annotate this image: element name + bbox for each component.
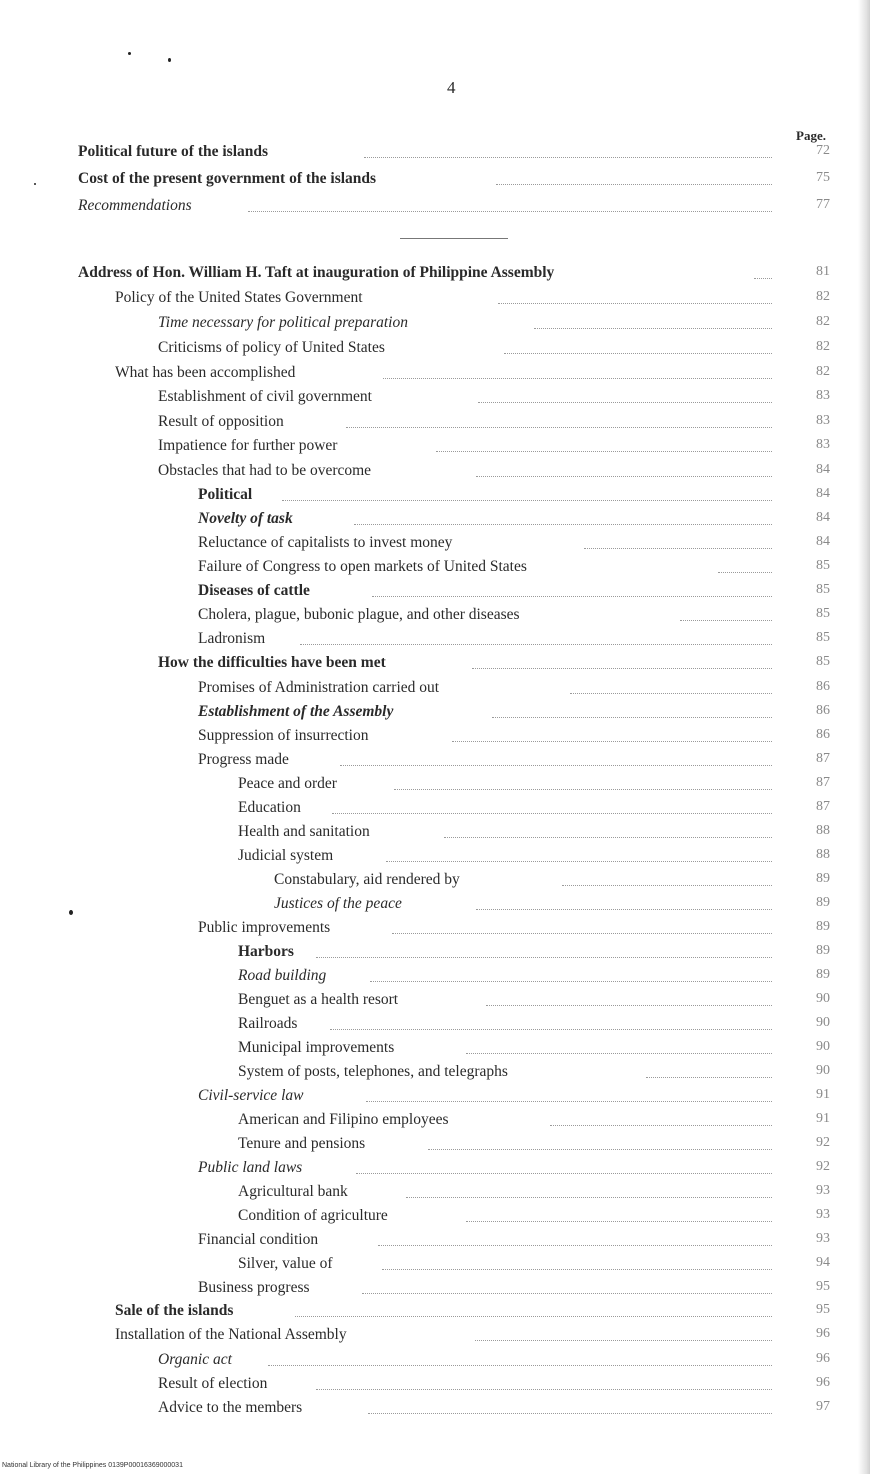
toc-entry-title: Suppression of insurrection <box>198 727 369 744</box>
toc-entry <box>0 510 870 532</box>
toc-entry-title: Diseases of cattle <box>198 582 310 599</box>
toc-entry-title: System of posts, telephones, and telegraphs <box>238 1063 508 1080</box>
toc-entry <box>0 1039 870 1061</box>
toc-entry-title: Ladronism <box>198 630 266 647</box>
dot-leader <box>476 476 772 477</box>
toc-entry <box>0 1351 870 1373</box>
toc-entry <box>0 679 870 701</box>
toc-entry-title: Criticisms of policy of United States <box>158 339 385 356</box>
toc-entry <box>0 486 870 508</box>
toc-entry-page: 85 <box>816 582 830 597</box>
toc-entry <box>0 437 870 459</box>
toc-entry <box>0 967 870 989</box>
toc-entry-page: 85 <box>816 630 830 645</box>
toc-entry-page: 85 <box>816 654 830 669</box>
toc-entry-title: Condition of agriculture <box>238 1207 388 1224</box>
toc-entry <box>0 727 870 749</box>
toc-entry <box>0 1159 870 1181</box>
dot-leader <box>584 548 772 549</box>
toc-entry-title: Novelty of task <box>198 510 293 527</box>
toc-entry-title: Road building <box>238 967 327 984</box>
section-separator <box>400 238 508 239</box>
dot-leader <box>356 1173 772 1174</box>
toc-entry <box>0 1326 870 1348</box>
dot-leader <box>394 789 772 790</box>
dot-leader <box>646 1077 772 1078</box>
toc-entry <box>0 799 870 821</box>
dot-leader <box>383 378 772 379</box>
toc-entry <box>0 847 870 869</box>
toc-entry <box>0 1279 870 1301</box>
toc-entry-page: 94 <box>816 1255 830 1270</box>
toc-entry <box>0 1375 870 1397</box>
toc-entry-title: Sale of the islands <box>115 1302 234 1319</box>
toc-entry-title: Constabulary, aid rendered by <box>274 871 460 888</box>
toc-entry-title: Policy of the United States Government <box>115 289 363 306</box>
scan-speck <box>128 52 131 55</box>
toc-entry-title: Political future of the islands <box>78 143 269 160</box>
toc-entry <box>0 919 870 941</box>
toc-entry <box>0 534 870 556</box>
toc-entry-title: Establishment of the Assembly <box>198 703 394 720</box>
dot-leader <box>392 933 772 934</box>
toc-entry-page: 83 <box>816 388 830 403</box>
dot-leader <box>486 1005 772 1006</box>
dot-leader <box>340 765 772 766</box>
toc-entry <box>0 895 870 917</box>
dot-leader <box>496 184 772 185</box>
toc-entry <box>0 1087 870 1109</box>
dot-leader <box>444 837 772 838</box>
dot-leader <box>492 717 772 718</box>
toc-entry <box>0 943 870 965</box>
dot-leader <box>372 596 772 597</box>
toc-entry-title: Political <box>198 486 253 503</box>
toc-entry <box>0 1255 870 1277</box>
dot-leader <box>718 572 772 573</box>
toc-entry-page: 88 <box>816 847 830 862</box>
toc-entry <box>0 654 870 676</box>
toc-entry-page: 84 <box>816 462 830 477</box>
dot-leader <box>248 211 772 212</box>
toc-entry-title: What has been accomplished <box>115 364 296 381</box>
toc-entry <box>0 289 870 311</box>
toc-entry-title: Silver, value of <box>238 1255 333 1272</box>
toc-entry-page: 82 <box>816 339 830 354</box>
toc-entry-title: Public improvements <box>198 919 331 936</box>
toc-entry-title: Progress made <box>198 751 289 768</box>
toc-entry <box>0 1063 870 1085</box>
footer-credit: National Library of the Philippines 0139P00016369000031 <box>2 1462 183 1469</box>
toc-entry-page: 91 <box>816 1087 830 1102</box>
toc-entry-page: 90 <box>816 1063 830 1078</box>
toc-entry-title: Result of election <box>158 1375 268 1392</box>
toc-entry-page: 86 <box>816 679 830 694</box>
dot-leader <box>295 1316 772 1317</box>
toc-entry-title: Judicial system <box>238 847 334 864</box>
toc-entry-page: 86 <box>816 727 830 742</box>
toc-entry <box>0 1015 870 1037</box>
toc-entry <box>0 775 870 797</box>
toc-entry <box>0 558 870 580</box>
dot-leader <box>330 1029 772 1030</box>
toc-entry <box>0 264 870 286</box>
dot-leader <box>570 693 772 694</box>
toc-entry-page: 87 <box>816 751 830 766</box>
toc-entry <box>0 1302 870 1324</box>
toc-entry-title: Promises of Administration carried out <box>198 679 440 696</box>
toc-entry-title: Education <box>238 799 301 816</box>
dot-leader <box>332 813 772 814</box>
toc-entry <box>0 630 870 652</box>
toc-entry <box>0 871 870 893</box>
dot-leader <box>475 1340 772 1341</box>
toc-entry <box>0 703 870 725</box>
toc-entry-page: 89 <box>816 871 830 886</box>
dot-leader <box>316 1389 772 1390</box>
dot-leader <box>316 957 772 958</box>
toc-entry-page: 92 <box>816 1135 830 1150</box>
toc-entry-title: Result of opposition <box>158 413 284 430</box>
dot-leader <box>428 1149 772 1150</box>
toc-entry-page: 89 <box>816 919 830 934</box>
toc-entry <box>0 462 870 484</box>
toc-entry <box>0 582 870 604</box>
toc-entry <box>0 606 870 628</box>
toc-entry-title: Organic act <box>158 1351 232 1368</box>
dot-leader <box>354 524 772 525</box>
dot-leader <box>562 885 772 886</box>
toc-entry-title: Tenure and pensions <box>238 1135 366 1152</box>
toc-entry-title: Time necessary for political preparation <box>158 314 408 331</box>
toc-entry-title: Establishment of civil government <box>158 388 372 405</box>
dot-leader <box>472 668 772 669</box>
toc-entry-title: Advice to the members <box>158 1399 303 1416</box>
toc-entry-page: 75 <box>816 170 830 185</box>
toc-entry-page: 89 <box>816 967 830 982</box>
toc-entry <box>0 1207 870 1229</box>
toc-entry-page: 83 <box>816 413 830 428</box>
toc-entry-page: 72 <box>816 143 830 158</box>
dot-leader <box>754 278 772 279</box>
dot-leader <box>382 1269 772 1270</box>
scan-speck <box>168 58 171 62</box>
dot-leader <box>550 1125 772 1126</box>
page-column-header: Page. <box>796 128 826 143</box>
toc-entry <box>0 1111 870 1133</box>
toc-entry-title: Reluctance of capitalists to invest money <box>198 534 453 551</box>
toc-entry-title: Agricultural bank <box>238 1183 348 1200</box>
dot-leader <box>478 402 772 403</box>
toc-entry-page: 84 <box>816 486 830 501</box>
toc-entry-page: 96 <box>816 1326 830 1341</box>
toc-entry-page: 90 <box>816 1015 830 1030</box>
toc-entry-title: Address of Hon. William H. Taft at inauguration of Philippine Assembly <box>78 264 555 281</box>
toc-entry <box>0 197 870 219</box>
toc-entry <box>0 1183 870 1205</box>
toc-entry <box>0 1399 870 1421</box>
toc-entry-page: 97 <box>816 1399 830 1414</box>
toc-entry-title: Financial condition <box>198 1231 319 1248</box>
toc-entry-title: Peace and order <box>238 775 337 792</box>
dot-leader <box>300 644 772 645</box>
toc-entry-page: 96 <box>816 1375 830 1390</box>
toc-entry-page: 85 <box>816 558 830 573</box>
toc-entry-title: Municipal improvements <box>238 1039 395 1056</box>
toc-entry-page: 89 <box>816 943 830 958</box>
toc-entry-title: Cholera, plague, bubonic plague, and other diseases <box>198 606 520 623</box>
dot-leader <box>282 500 772 501</box>
toc-entry-page: 87 <box>816 799 830 814</box>
toc-entry-title: Railroads <box>238 1015 298 1032</box>
toc-entry-page: 96 <box>816 1351 830 1366</box>
dot-leader <box>346 427 772 428</box>
dot-leader <box>364 157 772 158</box>
toc-entry-page: 95 <box>816 1302 830 1317</box>
toc-entry <box>0 388 870 410</box>
dot-leader <box>406 1197 772 1198</box>
toc-entry-title: Business progress <box>198 1279 310 1296</box>
dot-leader <box>466 1053 772 1054</box>
toc-entry-page: 85 <box>816 606 830 621</box>
toc-entry-title: Health and sanitation <box>238 823 370 840</box>
dot-leader <box>504 353 772 354</box>
toc-entry-page: 77 <box>816 197 830 212</box>
toc-entry-title: Impatience for further power <box>158 437 338 454</box>
toc-entry-title: Cost of the present government of the islands <box>78 170 377 187</box>
toc-entry <box>0 1135 870 1157</box>
toc-entry-title: Benguet as a health resort <box>238 991 399 1008</box>
page-number: 4 <box>447 78 456 97</box>
toc-entry-page: 82 <box>816 364 830 379</box>
dot-leader <box>680 620 772 621</box>
toc-entry <box>0 143 870 165</box>
dot-leader <box>466 1221 772 1222</box>
toc-entry-page: 81 <box>816 264 830 279</box>
toc-entry-page: 90 <box>816 991 830 1006</box>
toc-entry-page: 87 <box>816 775 830 790</box>
toc-entry-page: 84 <box>816 534 830 549</box>
dot-leader <box>368 1413 772 1414</box>
toc-entry <box>0 170 870 192</box>
dot-leader <box>386 861 772 862</box>
dot-leader <box>476 909 772 910</box>
toc-entry <box>0 413 870 435</box>
dot-leader <box>498 303 772 304</box>
toc-entry-page: 88 <box>816 823 830 838</box>
toc-entry-title: Recommendations <box>78 197 192 214</box>
toc-entry-page: 95 <box>816 1279 830 1294</box>
dot-leader <box>370 981 772 982</box>
toc-entry-page: 86 <box>816 703 830 718</box>
toc-entry-page: 84 <box>816 510 830 525</box>
toc-entry-title: Failure of Congress to open markets of United States <box>198 558 527 575</box>
toc-entry <box>0 1231 870 1253</box>
toc-entry-title: Justices of the peace <box>274 895 402 912</box>
toc-entry-page: 92 <box>816 1159 830 1174</box>
toc-entry-title: Obstacles that had to be overcome <box>158 462 372 479</box>
dot-leader <box>366 1101 772 1102</box>
toc-entry <box>0 991 870 1013</box>
toc-entry <box>0 339 870 361</box>
dot-leader <box>268 1365 772 1366</box>
toc-entry-page: 93 <box>816 1207 830 1222</box>
toc-entry <box>0 364 870 386</box>
toc-entry-title: How the difficulties have been met <box>158 654 386 671</box>
dot-leader <box>378 1245 772 1246</box>
toc-entry <box>0 823 870 845</box>
toc-entry-page: 82 <box>816 314 830 329</box>
toc-entry-title: American and Filipino employees <box>238 1111 449 1128</box>
toc-entry-page: 82 <box>816 289 830 304</box>
toc-entry-title: Installation of the National Assembly <box>115 1326 347 1343</box>
dot-leader <box>362 1293 772 1294</box>
toc-entry-title: Civil-service law <box>198 1087 304 1104</box>
toc-entry-page: 83 <box>816 437 830 452</box>
dot-leader <box>452 741 772 742</box>
toc-entry-page: 93 <box>816 1231 830 1246</box>
toc-entry-page: 91 <box>816 1111 830 1126</box>
toc-entry <box>0 314 870 336</box>
toc-entry-title: Public land laws <box>198 1159 303 1176</box>
dot-leader <box>436 451 772 452</box>
toc-entry-page: 90 <box>816 1039 830 1054</box>
toc-entry-title: Harbors <box>238 943 294 960</box>
toc-entry-page: 89 <box>816 895 830 910</box>
dot-leader <box>534 328 772 329</box>
toc-entry <box>0 751 870 773</box>
toc-entry-page: 93 <box>816 1183 830 1198</box>
